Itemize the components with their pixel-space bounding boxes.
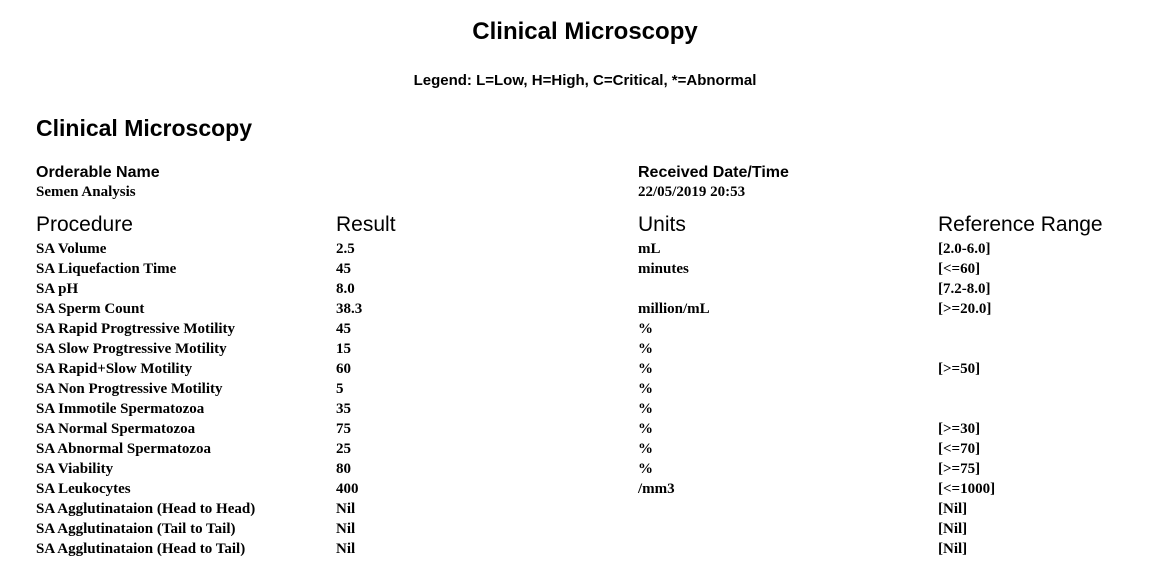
- reference-range-cell: [>=50]: [938, 361, 981, 377]
- reference-range-cell: [>=30]: [938, 421, 981, 437]
- table-row: [0, 319, 1170, 339]
- procedure-cell: SA Slow Progtressive Motility: [36, 341, 227, 357]
- reference-range-cell: [Nil]: [938, 501, 968, 517]
- units-cell: %: [638, 441, 653, 457]
- result-cell: 80: [336, 461, 351, 477]
- results-table: [0, 239, 1170, 559]
- result-cell: Nil: [336, 521, 356, 537]
- procedure-cell: SA Agglutinataion (Tail to Tail): [36, 521, 236, 537]
- table-row: [0, 499, 1170, 519]
- result-cell: 75: [336, 421, 351, 437]
- units-cell: %: [638, 401, 653, 417]
- result-cell: 400: [336, 481, 359, 497]
- units-cell: %: [638, 361, 653, 377]
- table-row: [0, 239, 1170, 259]
- result-cell: 60: [336, 361, 351, 377]
- received-datetime-label: Received Date/Time: [638, 164, 789, 181]
- reference-range-cell: [Nil]: [938, 521, 968, 537]
- column-header-reference-range: Reference Range: [938, 213, 1103, 236]
- procedure-cell: SA Sperm Count: [36, 301, 145, 317]
- procedure-cell: SA Agglutinataion (Head to Tail): [36, 541, 246, 557]
- units-cell: %: [638, 461, 653, 477]
- procedure-cell: SA Viability: [36, 461, 114, 477]
- table-row: [0, 439, 1170, 459]
- table-row: [0, 539, 1170, 559]
- table-row: [0, 259, 1170, 279]
- result-cell: Nil: [336, 501, 356, 517]
- result-cell: 5: [336, 381, 344, 397]
- result-cell: 15: [336, 341, 351, 357]
- procedure-cell: SA Agglutinataion (Head to Head): [36, 501, 256, 517]
- units-cell: /mm3: [638, 481, 675, 497]
- result-cell: 38.3: [336, 301, 363, 317]
- page-title: Clinical Microscopy: [472, 18, 698, 45]
- result-cell: 8.0: [336, 281, 355, 297]
- procedure-cell: SA Rapid Progtressive Motility: [36, 321, 236, 337]
- units-cell: million/mL: [638, 301, 710, 317]
- units-cell: mL: [638, 241, 661, 257]
- procedure-cell: SA Abnormal Spermatozoa: [36, 441, 212, 457]
- reference-range-cell: [>=20.0]: [938, 301, 992, 317]
- received-datetime-value: 22/05/2019 20:53: [638, 184, 746, 200]
- table-row: [0, 359, 1170, 379]
- procedure-cell: SA Leukocytes: [36, 481, 131, 497]
- table-row: [0, 459, 1170, 479]
- result-cell: 35: [336, 401, 351, 417]
- units-cell: minutes: [638, 261, 689, 277]
- units-cell: %: [638, 341, 653, 357]
- result-cell: Nil: [336, 541, 356, 557]
- reference-range-cell: [Nil]: [938, 541, 968, 557]
- reference-range-cell: [7.2-8.0]: [938, 281, 991, 297]
- procedure-cell: SA Volume: [36, 241, 107, 257]
- procedure-cell: SA Normal Spermatozoa: [36, 421, 196, 437]
- units-cell: %: [638, 321, 653, 337]
- procedure-cell: SA Immotile Spermatozoa: [36, 401, 205, 417]
- units-cell: %: [638, 381, 653, 397]
- reference-range-cell: [<=70]: [938, 441, 981, 457]
- orderable-name-label: Orderable Name: [36, 164, 160, 181]
- column-header-result: Result: [336, 213, 396, 236]
- section-title: Clinical Microscopy: [36, 115, 253, 141]
- table-row: [0, 279, 1170, 299]
- reference-range-cell: [2.0-6.0]: [938, 241, 991, 257]
- reference-range-cell: [<=1000]: [938, 481, 996, 497]
- result-cell: 45: [336, 321, 351, 337]
- table-row: [0, 379, 1170, 399]
- procedure-cell: SA Rapid+Slow Motility: [36, 361, 193, 377]
- table-row: [0, 419, 1170, 439]
- procedure-cell: SA Liquefaction Time: [36, 261, 177, 277]
- orderable-name-value: Semen Analysis: [36, 184, 136, 200]
- procedure-cell: SA Non Progtressive Motility: [36, 381, 223, 397]
- column-header-procedure: Procedure: [36, 213, 133, 236]
- table-row: [0, 519, 1170, 539]
- result-cell: 25: [336, 441, 351, 457]
- legend-text: Legend: L=Low, H=High, C=Critical, *=Abnormal: [413, 72, 757, 89]
- procedure-cell: SA pH: [36, 281, 79, 297]
- column-header-units: Units: [638, 213, 686, 236]
- table-row: [0, 479, 1170, 499]
- result-cell: 45: [336, 261, 351, 277]
- units-cell: %: [638, 421, 653, 437]
- result-cell: 2.5: [336, 241, 355, 257]
- reference-range-cell: [<=60]: [938, 261, 981, 277]
- table-row: [0, 299, 1170, 319]
- table-row: [0, 339, 1170, 359]
- reference-range-cell: [>=75]: [938, 461, 981, 477]
- table-row: [0, 399, 1170, 419]
